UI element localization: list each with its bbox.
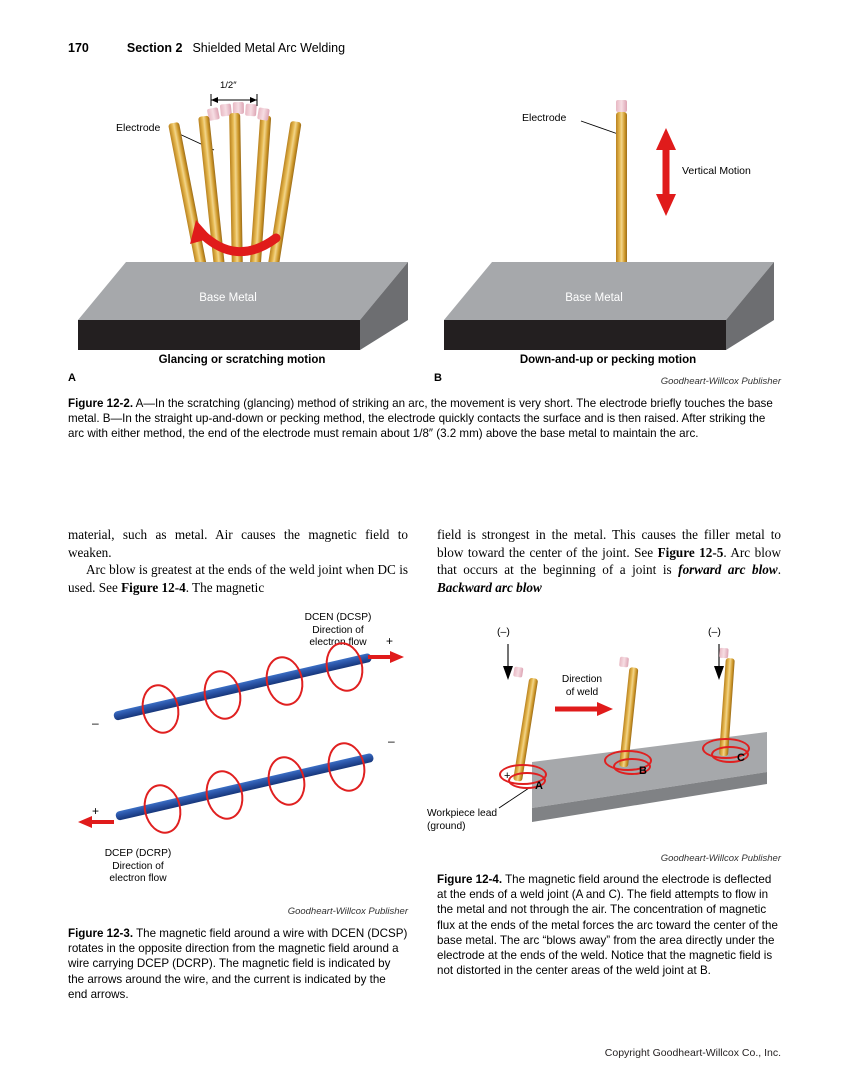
- wire-sign-positive-bottom: +: [92, 804, 100, 818]
- direction-label-line2: of weld: [565, 686, 599, 698]
- negative-sign-left: (–): [497, 626, 510, 638]
- wire-sign-negative-top: –: [92, 716, 99, 730]
- figure-12-4-illustration: [427, 612, 789, 872]
- electrode-label-b4: B: [639, 765, 647, 777]
- electrode-tip: [513, 666, 523, 677]
- figure-12-4-caption-number: Figure 12-4.: [437, 873, 503, 886]
- body-left-column: [68, 526, 408, 596]
- figure-12-3-caption: [68, 926, 408, 1002]
- body-paragraph: [68, 561, 408, 596]
- figure-12-2-credit: Goodheart-Willcox Publisher: [660, 376, 781, 387]
- figure-12-2-caption-number: Figure 12-2.: [68, 397, 134, 410]
- body-text-run: .: [777, 562, 781, 578]
- positive-terminal-sign: +: [504, 770, 511, 782]
- workpiece-lead-line2: (ground): [427, 820, 466, 832]
- figure-12-2-panel-a: [68, 72, 416, 384]
- figure-12-3-caption-number: Figure 12-3.: [68, 927, 134, 940]
- direction-label-line1: Direction: [561, 674, 603, 685]
- electrode-label-a: Electrode: [116, 122, 161, 134]
- section-label: Section 2: [126, 41, 183, 55]
- slab-top-face: [444, 262, 774, 320]
- figure-12-3-credit: Goodheart-Willcox Publisher: [287, 906, 408, 917]
- dcen-label-line3: electron flow: [309, 637, 367, 649]
- base-metal-label-b: Base Metal: [565, 292, 623, 304]
- body-paragraph: material, such as metal. Air causes the magnetic field to weaken.: [68, 527, 408, 560]
- workpiece-lead-label: [427, 808, 537, 833]
- electrode-label-b: Electrode: [522, 112, 567, 124]
- slab-front-face: [78, 320, 360, 350]
- figure-12-3-illustration: [68, 612, 408, 902]
- vertical-motion-label: Vertical Motion: [682, 165, 751, 177]
- dcep-label-line1: DCEP (DCRP): [104, 848, 172, 859]
- dcen-label-line1: DCEN (DCSP): [304, 612, 372, 623]
- chapter-title: Shielded Metal Arc Welding: [192, 41, 346, 55]
- electrode-tip: [719, 648, 729, 659]
- base-metal-label-a: Base Metal: [199, 292, 257, 304]
- electrode-label-c4: C: [737, 752, 745, 764]
- wire-sign-positive-top: +: [386, 634, 394, 648]
- figure-12-4-caption-text: The magnetic field around the electrode is deflected at the ends of a weld joint (A and C). The field attempts to flow in the metal and not through the air. The concentration of magnetic flux at the ends of the metal forces the arc toward the center of the base metal. The arc “blows away” from the area directly under the electrode at the ends of the weld. Notice that the magnetic field is not distorted in the center areas of the weld joint at B.: [437, 873, 778, 978]
- slab-front-face: [444, 320, 726, 350]
- direction-of-weld-label: [537, 674, 627, 699]
- body-right-column: [437, 526, 781, 596]
- slab-top-face: [78, 262, 408, 320]
- body-text-run: . The magnetic: [185, 579, 265, 595]
- page-number: 170: [68, 41, 89, 55]
- negative-sign-right: (–): [708, 626, 721, 638]
- body-text-run: . Arc blow that occurs at the beginning of a joint is: [437, 544, 781, 578]
- term-backward-arc-blow: Backward arc blow: [437, 579, 542, 595]
- electrode-label-a4: A: [535, 780, 543, 792]
- body-text-run: Arc blow is greatest at the ends of the weld joint when DC is used. See: [68, 562, 408, 595]
- dcep-direction-label: [63, 848, 213, 886]
- wire-sign-negative-bottom: –: [388, 734, 395, 748]
- figure-12-3-caption-text: The magnetic field around a wire with DCEN (DCSP) rotates in the opposite direction from the magnetic field around a wire carrying DCEP (DCRP). The magnetic field is indicated by the arrows around the wire, and the current is indicated by the end arrows.: [68, 927, 408, 1001]
- dcen-label-line2: Direction of: [312, 624, 364, 636]
- dcep-label-line2: Direction of: [112, 860, 164, 872]
- figure-12-4-credit: Goodheart-Willcox Publisher: [660, 853, 781, 864]
- dimension-label: 1/2″: [220, 80, 237, 91]
- dcep-label-line3: electron flow: [109, 873, 167, 885]
- term-forward-arc-blow: forward arc blow: [678, 562, 778, 578]
- base-metal-slab-a: [78, 262, 408, 354]
- figure-12-2-caption-text: A—In the scratching (glancing) method of striking an arc, the movement is very short. The electrode briefly touches the base metal. B—In the straight up-and-down or pecking method, the electrode quickly contacts the surface and is then raised. After striking the arc with either method, the end of the electrode must remain about 1/8″ (3.2 mm) above the base metal to maintain the arc.: [68, 397, 773, 441]
- panel-b-caption: Down-and-up or pecking motion: [519, 354, 697, 366]
- panel-b-letter: B: [434, 372, 442, 384]
- copyright-footer: Copyright Goodheart-Willcox Co., Inc.: [604, 1047, 781, 1059]
- figure-reference: Figure 12-5: [657, 544, 724, 560]
- figure-12-2-caption: [68, 396, 781, 442]
- electrode-tip: [619, 657, 629, 668]
- panel-a-caption: Glancing or scratching motion: [158, 354, 326, 366]
- figure-12-4-caption: [437, 872, 781, 978]
- running-head: [68, 40, 781, 56]
- workpiece-lead-line1: Workpiece lead: [427, 808, 498, 819]
- body-text-run: field is strongest in the metal. This causes the filler metal to blow toward the center of the joint. See: [437, 527, 781, 560]
- body-paragraph: [437, 526, 781, 596]
- figure-reference: Figure 12-4: [121, 579, 186, 595]
- base-metal-slab-b: [444, 262, 774, 354]
- panel-a-letter: A: [68, 372, 76, 384]
